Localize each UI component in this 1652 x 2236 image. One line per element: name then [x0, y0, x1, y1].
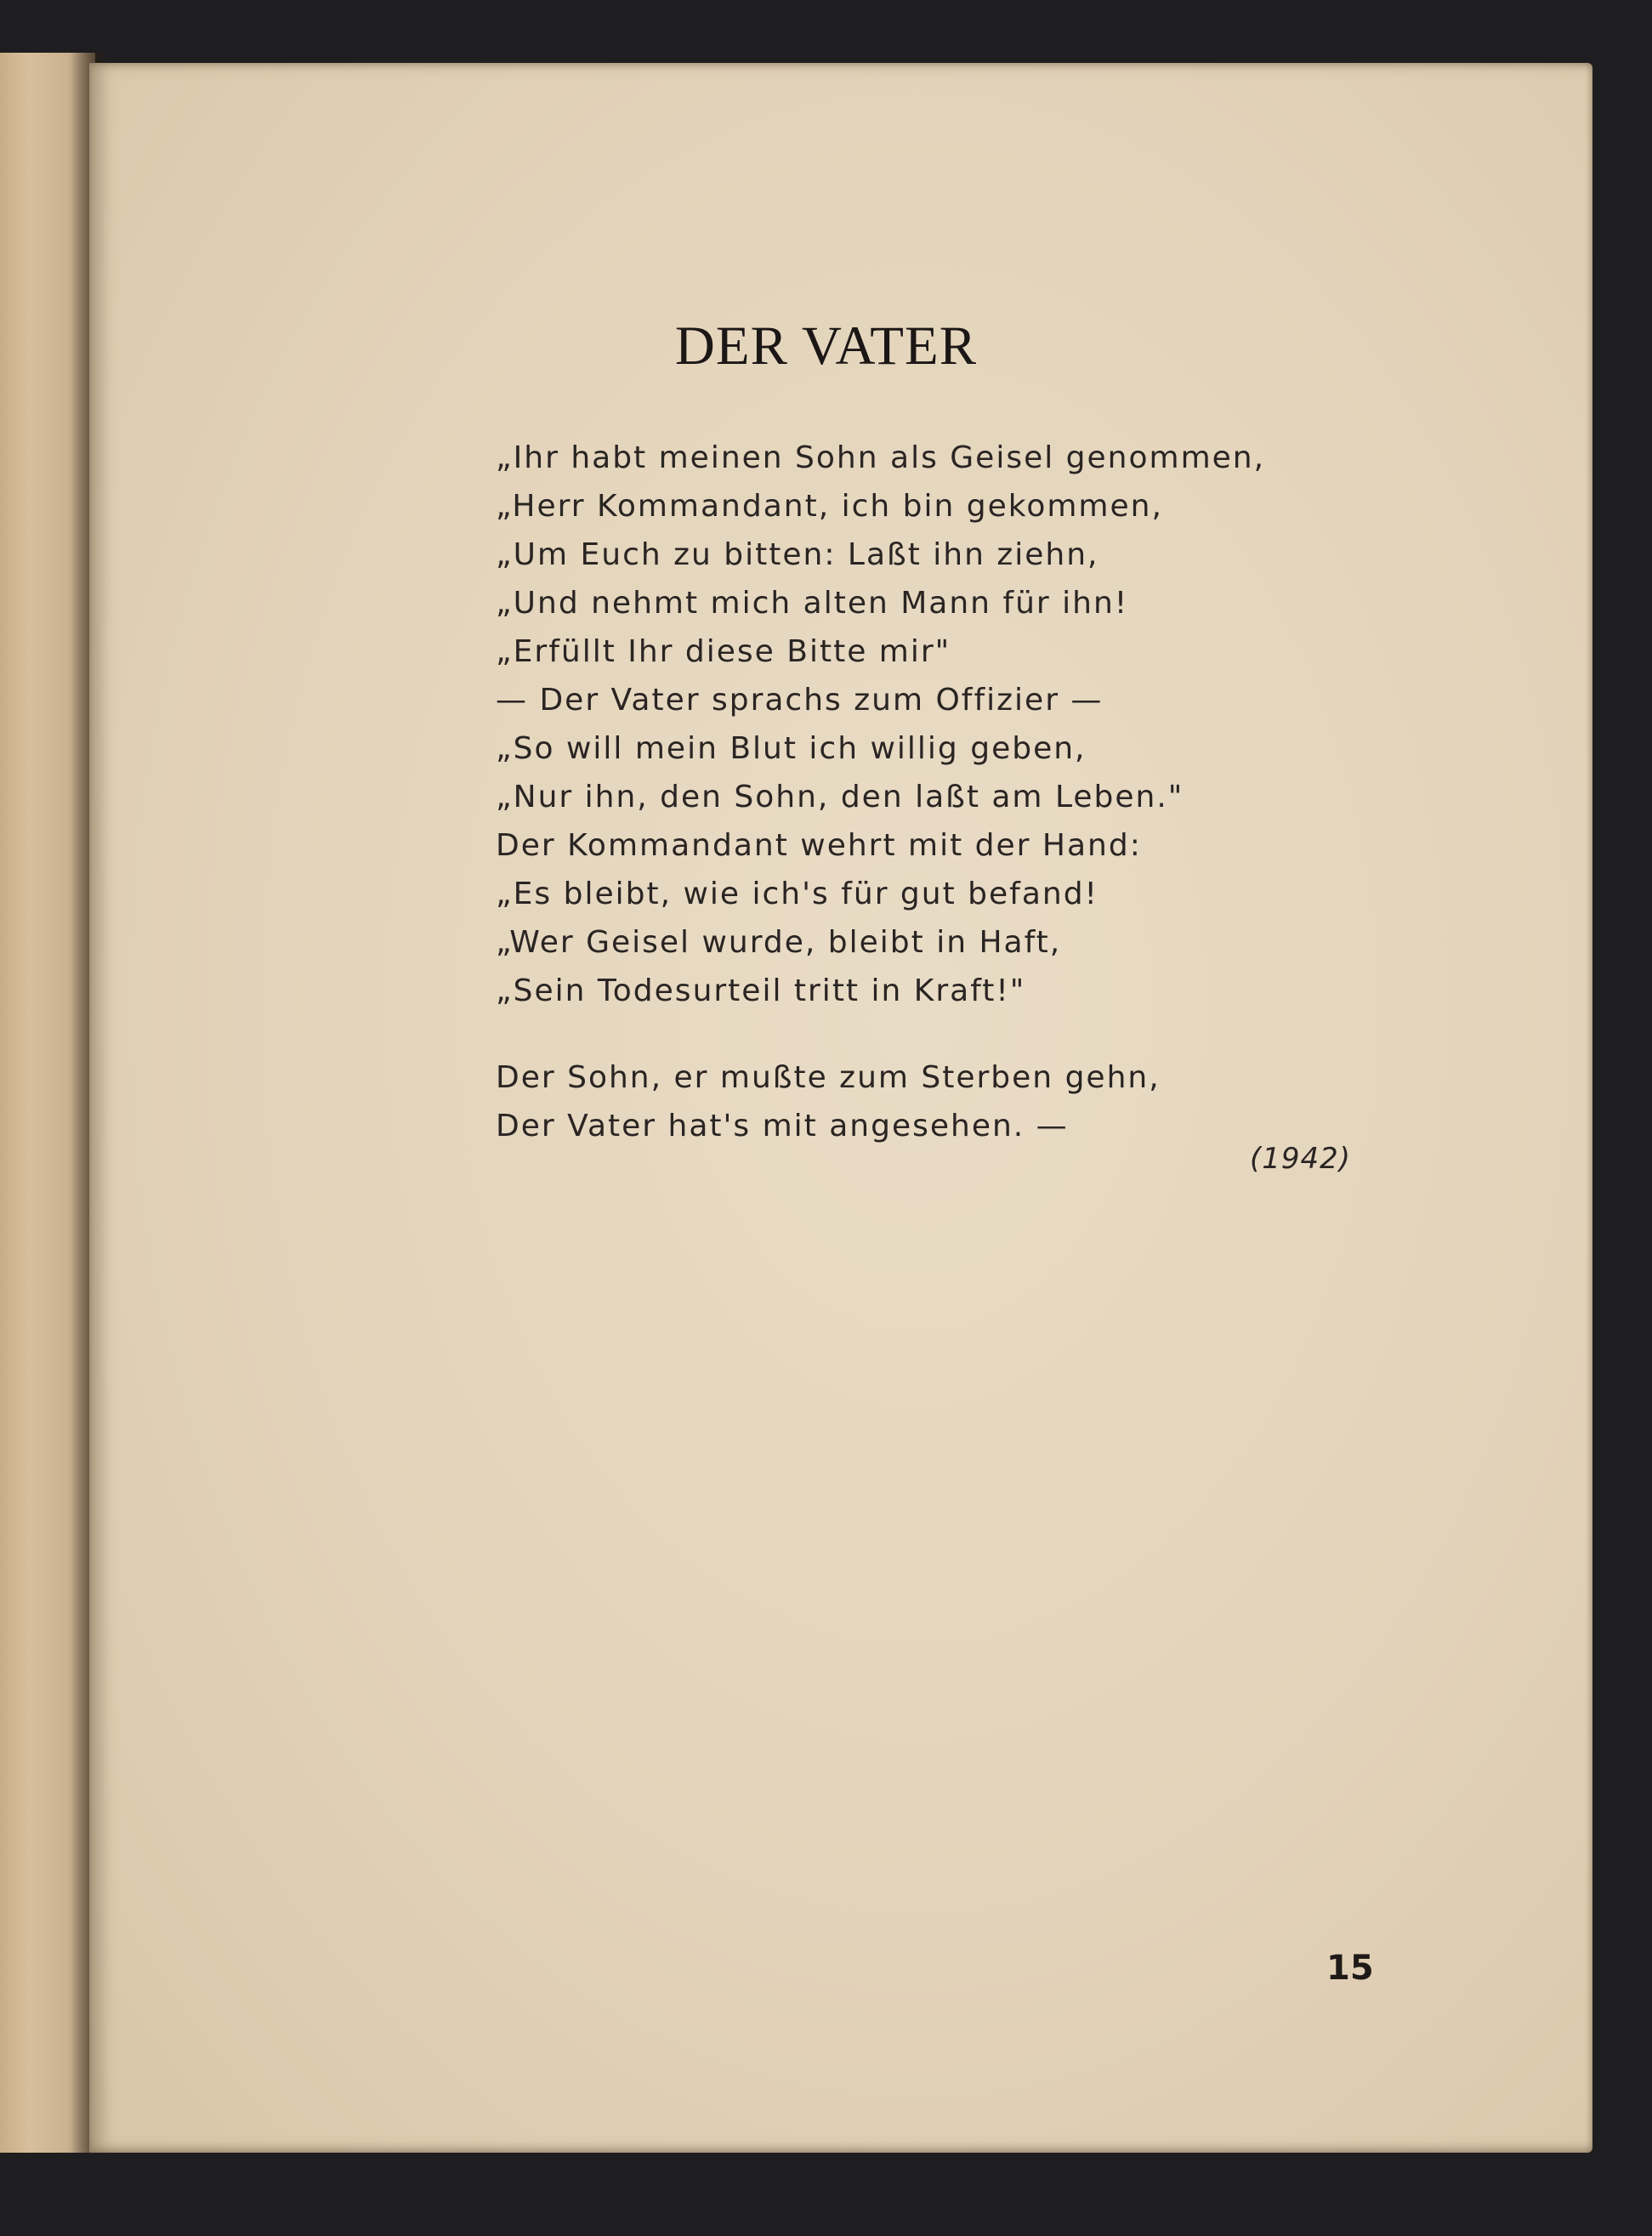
- stanza-break: [496, 1015, 1363, 1053]
- poem-line: „Erfüllt Ihr diese Bitte mir": [496, 634, 951, 669]
- poem-line: „Herr Kommandant, ich bin gekommen,: [496, 489, 1163, 524]
- poem-line: Der Vater hat's mit angesehen. —: [496, 1109, 1069, 1144]
- poem-title: DER VATER: [674, 315, 978, 377]
- poem-line: „Ihr habt meinen Sohn als Geisel genommen,: [496, 440, 1266, 475]
- stanza-1: [496, 434, 1363, 1015]
- poem-line: „Es bleibt, wie ich's für gut befand!: [496, 877, 1098, 911]
- poem-line: Der Kommandant wehrt mit der Hand:: [496, 828, 1142, 863]
- poem-line: „Sein Todesurteil tritt in Kraft!": [496, 973, 1026, 1008]
- poem-line: „Um Euch zu bitten: Laßt ihn ziehn,: [496, 537, 1099, 572]
- poem-line: „Und nehmt mich alten Mann für ihn!: [496, 586, 1129, 621]
- poem-line: „Nur ihn, den Sohn, den laßt am Leben.": [496, 780, 1184, 814]
- poem-line: „So will mein Blut ich willig geben,: [496, 731, 1087, 766]
- poem-line: Der Sohn, er mußte zum Sterben gehn,: [496, 1060, 1161, 1095]
- poem-year: (1942): [1250, 1142, 1352, 1176]
- poem-line: — Der Vater sprachs zum Offizier —: [496, 683, 1104, 718]
- stanza-2: [496, 1053, 1363, 1150]
- poem-line: „Wer Geisel wurde, bleibt in Haft,: [496, 925, 1062, 960]
- poem-body: [496, 434, 1363, 1150]
- page-number: 15: [1326, 1949, 1374, 1988]
